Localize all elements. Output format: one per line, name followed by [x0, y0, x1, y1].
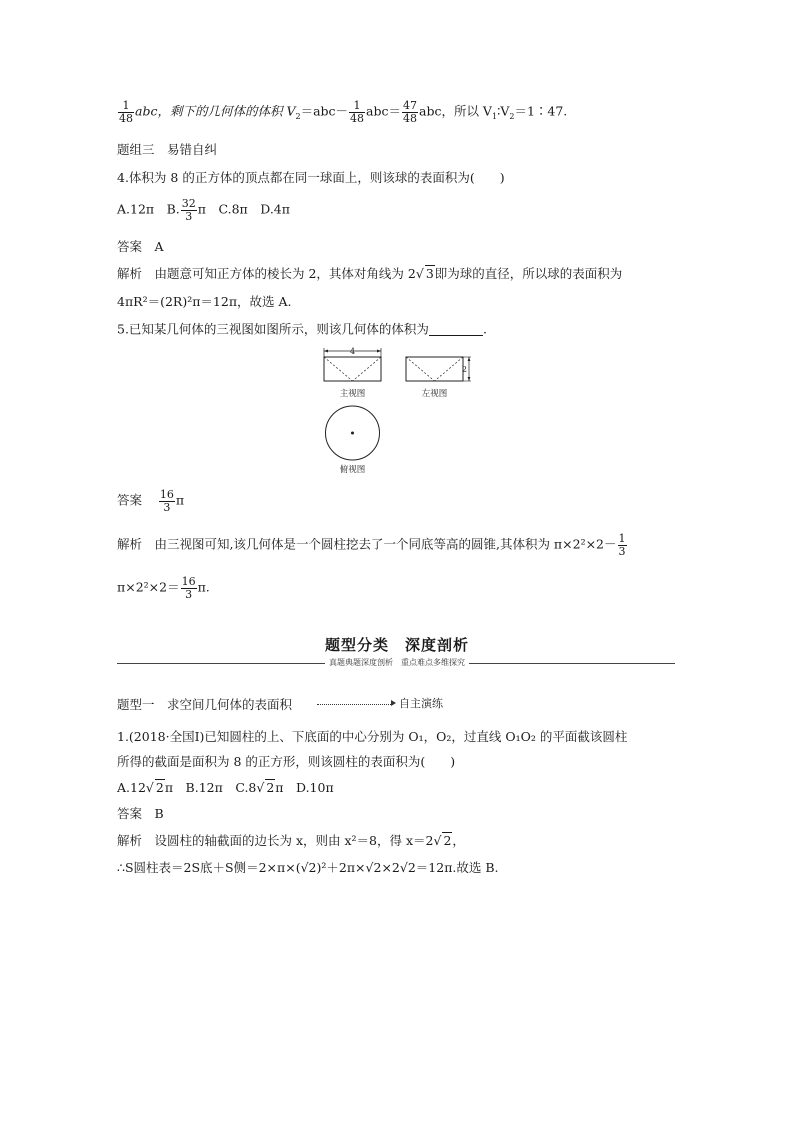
fraction	[618, 533, 627, 557]
options-text: π D.10π	[275, 780, 334, 795]
answer-blank	[429, 323, 483, 336]
text: abc＝	[366, 103, 401, 119]
radicand: 2	[266, 780, 275, 795]
question-1-options: A.12√ 2π B.12π C.8√ 2π D.10π	[117, 780, 334, 795]
options-text: π B.12π C.8	[164, 780, 257, 795]
subscript: 2	[295, 112, 301, 122]
type-1-title: 题型一 求空间几何体的表面积	[117, 697, 293, 712]
denominator: 3	[185, 209, 193, 223]
width-label: 4	[349, 347, 356, 356]
numerator: 32	[181, 197, 196, 210]
volume-line	[117, 100, 567, 124]
text: ∶V	[497, 103, 510, 119]
analysis-text: π×2²×2＝	[117, 579, 180, 595]
type-1-tag: 自主演练	[399, 697, 443, 710]
options-text: π C.8π D.4π	[197, 201, 290, 217]
denominator: 3	[618, 544, 626, 558]
numerator: 1	[349, 100, 365, 113]
answer-label: 答案	[117, 492, 143, 508]
numerator: 1	[118, 100, 134, 113]
stem-text: 5.已知某几何体的三视图如图所示，则该几何体的体积为	[117, 321, 429, 337]
denominator: 48	[350, 111, 365, 125]
section-subtitle	[0, 659, 794, 667]
subscript: 1	[491, 112, 498, 122]
text: ＝abc－	[300, 103, 349, 119]
dotted-leader	[317, 704, 393, 705]
arrow-icon	[391, 700, 396, 706]
question-4-answer: 答案 A	[117, 239, 164, 254]
analysis-text: 即为球的直径，所以球的表面积为	[434, 266, 623, 281]
question-5-stem	[117, 323, 487, 336]
text: abc，所以 V	[419, 103, 492, 119]
three-view-figure	[315, 345, 485, 477]
question-1-answer: 答案 B	[117, 806, 164, 821]
fraction	[402, 100, 418, 124]
subscript: 2	[509, 112, 515, 122]
question-5-answer	[117, 489, 184, 513]
fraction	[118, 100, 134, 124]
height-label: 2	[461, 365, 467, 374]
analysis-text: π.	[197, 579, 210, 595]
options-text: A.12	[117, 780, 146, 795]
analysis-text: 解析 设圆柱的轴截面的边长为 x，则由 x²＝8，得 x＝2	[117, 833, 434, 848]
section-subtitle-text: 真题典题深度剖析 重点难点多维探究	[325, 658, 469, 667]
question-4-analysis-2: 4πR²＝(2R)²π＝12π，故选 A.	[117, 294, 292, 309]
denominator: 48	[119, 111, 133, 125]
fraction	[181, 576, 197, 600]
sqrt: √ 3	[415, 266, 434, 281]
side-view-label: 左视图	[421, 389, 448, 399]
question-4-stem: 4.体积为 8 的正方体的顶点都在同一球面上，则该球的表面积为( )	[117, 170, 505, 185]
analysis-text: 解析 由三视图可知,该几何体是一个圆柱挖去了一个同底等高的圆锥,其体积为 π×2²×2－	[117, 536, 617, 552]
answer-tail: π	[175, 492, 185, 508]
question-4-analysis	[117, 268, 622, 281]
text: abc，剩下的几何体的体积	[135, 103, 287, 119]
top-view-label: 俯视图	[339, 465, 366, 475]
numerator: 1	[618, 532, 626, 545]
denominator: 48	[403, 111, 417, 125]
text: V	[286, 103, 296, 119]
section-title: 题型分类 深度剖析	[324, 636, 469, 654]
radicand: 2	[443, 833, 452, 848]
text: ＝1∶47.	[514, 103, 568, 119]
options-text: A.12π B.	[117, 201, 180, 217]
denominator: 3	[163, 500, 171, 514]
numerator: 16	[159, 488, 174, 501]
radicand: 2	[155, 780, 164, 795]
group-title: 题组三 易错自纠	[117, 142, 218, 157]
stem-text: .	[482, 321, 487, 337]
front-view-label: 主视图	[339, 389, 366, 399]
numerator: 47	[403, 99, 417, 112]
numerator: 16	[181, 575, 196, 588]
question-1-stem-1: 1.(2018·全国Ⅰ)已知圆柱的上、下底面的中心分别为 O₁，O₂，过直线 O₁O₂ 的平面截该圆柱	[117, 729, 628, 744]
fraction	[181, 198, 197, 222]
question-1-analysis-2: ∴S圆柱表＝2S底＋S侧＝2×π×(√2)²＋2π×√2×2√2＝12π.故选 B.	[117, 860, 499, 875]
analysis-text: ，	[452, 833, 465, 848]
fraction	[159, 489, 175, 513]
radicand: 3	[425, 266, 434, 281]
denominator: 3	[185, 587, 193, 601]
question-4-options	[117, 198, 290, 222]
question-5-analysis-2	[117, 576, 210, 600]
question-1-stem-2: 所得的截面是面积为 8 的正方形，则该圆柱的表面积为( )	[117, 754, 456, 769]
question-1-analysis: 解析 设圆柱的轴截面的边长为 x，则由 x²＝8，得 x＝2√ 2，	[117, 833, 465, 848]
analysis-text: 解析 由题意可知正方体的棱长为 2，其体对角线为 2	[117, 266, 416, 281]
question-5-analysis	[117, 533, 628, 557]
fraction	[349, 100, 365, 124]
